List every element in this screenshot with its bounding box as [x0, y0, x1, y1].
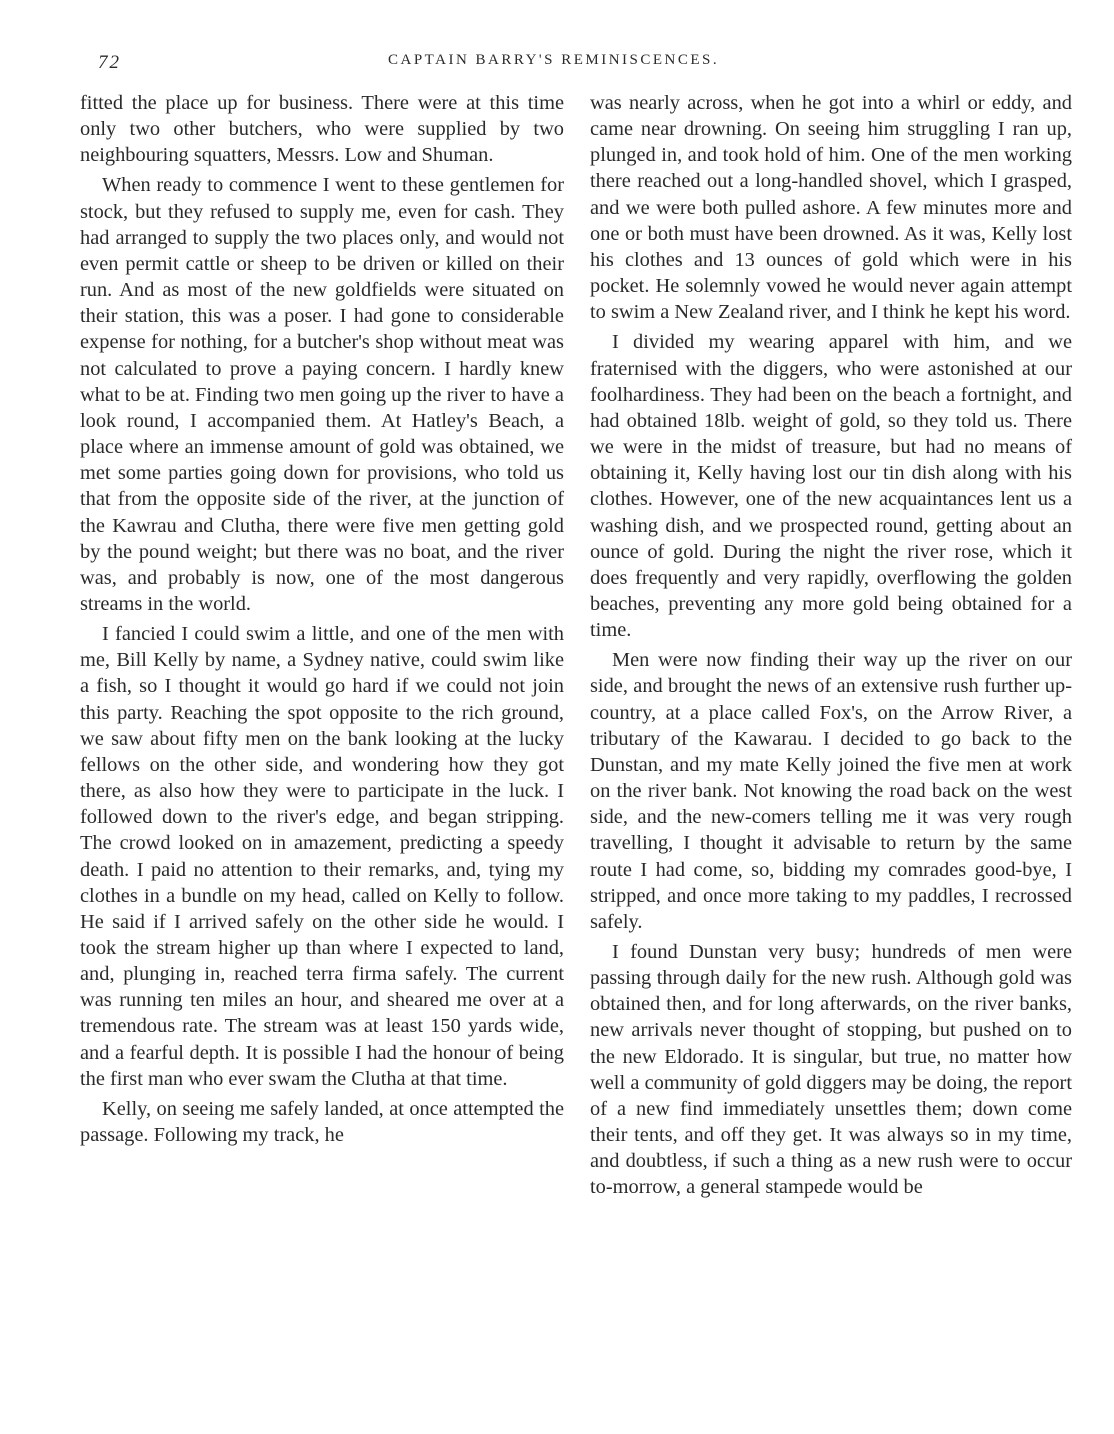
paragraph: I fancied I could swim a little, and one of the men with me, Bill Kelly by name, a Sydney native, could swim like a fish, so I thought it would go hard if we could not join this party. Reaching the spot opposite to the rich ground, we saw about fifty men on the bank looking at the lucky fellows on the other side, and wondering how they got there, as also how they were to participate in the luck. I followed down to the river's edge, and began stripping. The crowd looked on in amazement, predicting a speedy death. I paid no attention to their remarks, and, tying my clothes in a bundle on my head, called on Kelly to follow. He said if I arrived safely on the other side he would. I took the stream higher up than where I expected to land, and, plunging in, reached terra firma safely. The current was running ten miles an hour, and sheared me over at a tremendous rate. The stream was at least 150 yards wide, and a fearful depth. It is possible I had the honour of being the first man who ever swam the Clutha at that time. — [80, 623, 564, 1090]
paragraph: Men were now finding their way up the river on our side, and brought the news of an extensive rush further up-country, at a place called Fox's, on the Arrow River, a tributary of the Kawarau. I decided to go back to the Dunstan, and my mate Kelly joined the five men at work on the river bank. Not knowing the road back on the west side, and the new-comers telling me it was very rough travelling, I thought it advisable to return by the same route I had come, so, bidding my comrades good-bye, I stripped, and once more taking to my paddles, I recrossed safely. — [590, 649, 1072, 933]
paragraph: When ready to commence I went to these gentlemen for stock, but they refused to supply me, even for cash. They had arranged to supply the two places only, and would not even permit cattle or sheep to be driven or killed on their run. And as most of the new goldfields were situated on their station, this was a poser. I had gone to considerable expense for nothing, for a butcher's shop without meat was not calculated to prove a paying concern. I hardly knew what to be at. Finding two men going up the river to have a look round, I accompanied them. At Hatley's Beach, a place where an immense amount of gold was obtained, we met some parties going down for provisions, who told us that from the opposite side of the river, at the junction of the Kawrau and Clutha, there were five men getting gold by the pound weight; but there was no boat, and the river was, and probably is now, one of the most dangerous streams in the world. — [80, 174, 564, 615]
right-column — [590, 90, 1072, 1205]
paragraph: I divided my wearing apparel with him, and we fraternised with the diggers, who were astonished at our foolhardiness. They had been on the beach a fortnight, and had obtained 18lb. weight of gold, so they told us. There we were in the midst of treasure, but had no means of obtaining it, Kelly having lost our tin dish along with his clothes. However, one of the new acquaintances lent us a washing dish, and we prospected round, getting about an ounce of gold. During the night the river rose, which it does frequently and very rapidly, overflowing the golden beaches, preventing any more gold being obtained for a time. — [590, 331, 1072, 642]
running-title: CAPTAIN BARRY'S REMINISCENCES. — [388, 52, 720, 68]
paragraph: I found Dunstan very busy; hundreds of men were passing through daily for the new rush. Although gold was obtained then, and for long afterwards, on the river banks, new arrivals never thought of stopping, but pushed on to the new Eldorado. It is singular, but true, no matter how well a community of gold diggers may be doing, the report of a new find immediately unsettles them; down come their tents, and off they get. It was always so in my time, and doubtless, if such a thing as a new rush were to occur to-morrow, a general stampede would be — [590, 941, 1072, 1199]
left-column — [80, 90, 564, 1152]
page-number: 72 — [98, 52, 121, 73]
paragraph: was nearly across, when he got into a whirl or eddy, and came near drowning. On seeing him struggling I ran up, plunged in, and took hold of him. One of the men working there reached out a long-handled shovel, which I grasped, and we were both pulled ashore. A few minutes more and one or both must have been drowned. As it was, Kelly lost his clothes and 13 ounces of gold which were in his pocket. He solemnly vowed he would never again attempt to swim a New Zealand river, and I think he kept his word. — [590, 92, 1072, 324]
paragraph: Kelly, on seeing me safely landed, at once attempted the passage. Following my track, he — [80, 1097, 564, 1147]
paragraph: fitted the place up for business. There were at this time only two other butchers, who were supplied by two neighbouring squatters, Messrs. Low and Shuman. — [80, 92, 564, 167]
